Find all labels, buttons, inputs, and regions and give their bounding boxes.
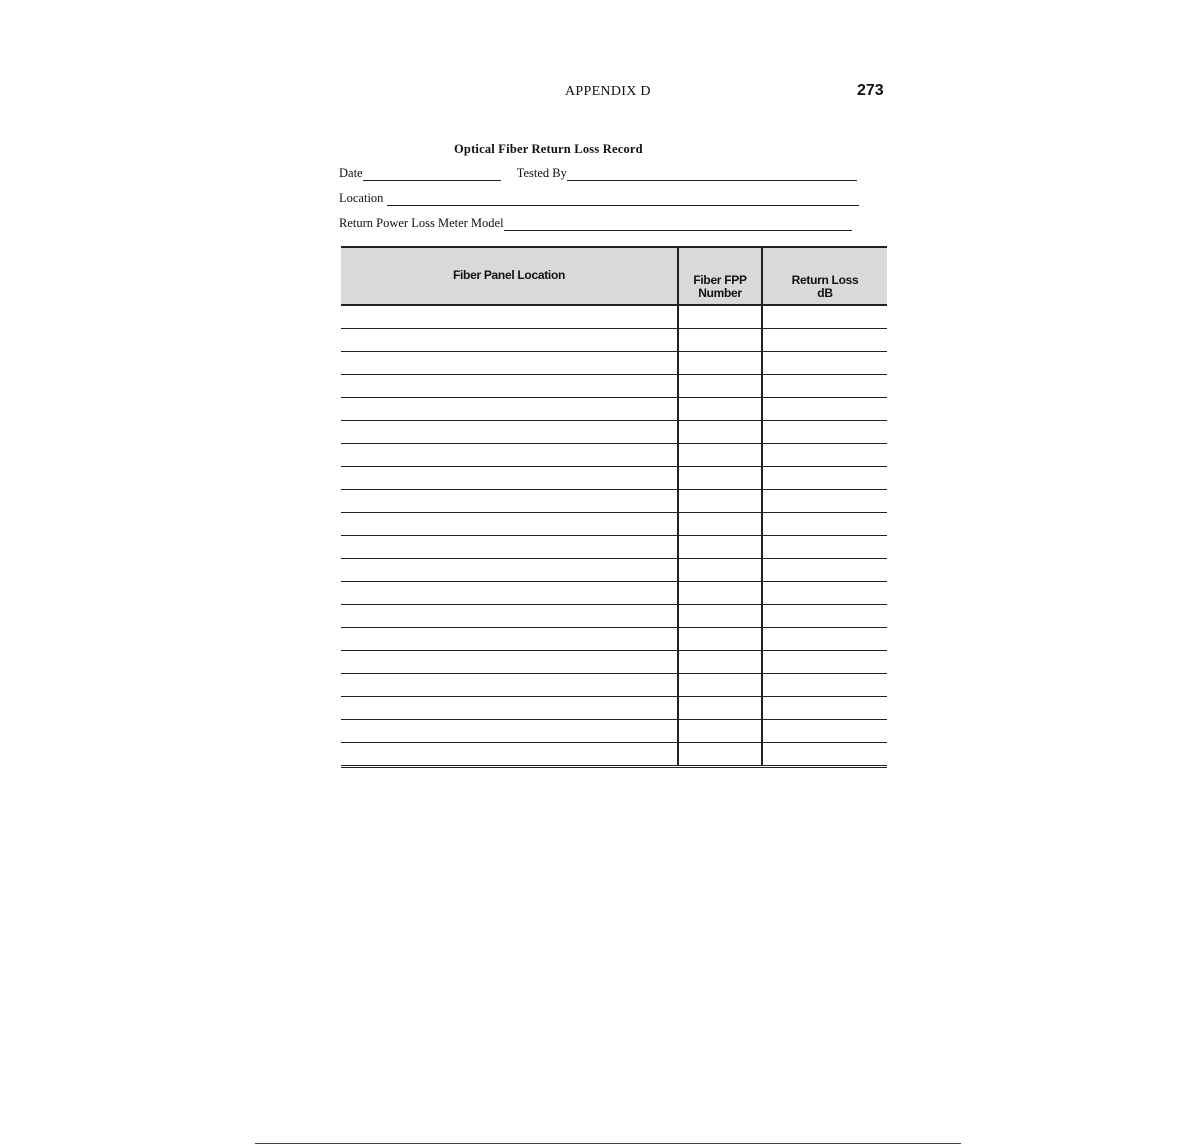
meter-model-field[interactable] — [504, 216, 852, 231]
fiber-panel-location-cell[interactable] — [341, 697, 678, 720]
return-loss-cell[interactable] — [762, 467, 887, 490]
fiber-fpp-number-cell[interactable] — [678, 421, 762, 444]
date-label: Date — [339, 166, 363, 180]
rl-header-line1: Return Loss — [791, 273, 859, 287]
fiber-panel-location-cell[interactable] — [341, 559, 678, 582]
fiber-panel-location-cell[interactable] — [341, 352, 678, 375]
return-loss-cell[interactable] — [762, 398, 887, 421]
fiber-panel-location-cell[interactable] — [341, 375, 678, 398]
return-loss-cell[interactable] — [762, 305, 887, 329]
table-header-row — [341, 247, 887, 305]
location-label: Location — [339, 191, 384, 205]
meter-model-row — [339, 216, 852, 234]
table-row — [341, 651, 887, 674]
return-loss-cell[interactable] — [762, 444, 887, 467]
fiber-fpp-number-cell[interactable] — [678, 743, 762, 767]
fiber-panel-location-cell[interactable] — [341, 674, 678, 697]
fiber-fpp-number-cell[interactable] — [678, 720, 762, 743]
table-row — [341, 628, 887, 651]
page-number: 273 — [857, 82, 884, 99]
fiber-panel-location-cell[interactable] — [341, 329, 678, 352]
fiber-panel-location-cell[interactable] — [341, 305, 678, 329]
table-row — [341, 743, 887, 767]
return-loss-cell[interactable] — [762, 352, 887, 375]
table-row — [341, 582, 887, 605]
fiber-fpp-number-cell[interactable] — [678, 536, 762, 559]
column-header-fiber-panel-location: Fiber Panel Location — [341, 247, 678, 305]
return-loss-cell[interactable] — [762, 628, 887, 651]
return-loss-cell[interactable] — [762, 536, 887, 559]
fiber-panel-location-cell[interactable] — [341, 628, 678, 651]
return-loss-cell[interactable] — [762, 513, 887, 536]
fiber-panel-location-cell[interactable] — [341, 605, 678, 628]
fiber-panel-location-cell[interactable] — [341, 536, 678, 559]
rl-header-line2: dB — [817, 286, 833, 300]
fiber-fpp-number-cell[interactable] — [678, 674, 762, 697]
fiber-fpp-number-cell[interactable] — [678, 559, 762, 582]
footer-rule — [255, 1143, 961, 1144]
fiber-panel-location-cell[interactable] — [341, 651, 678, 674]
fiber-panel-location-cell[interactable] — [341, 421, 678, 444]
fiber-panel-location-cell[interactable] — [341, 444, 678, 467]
return-loss-cell[interactable] — [762, 605, 887, 628]
table-row — [341, 421, 887, 444]
fiber-panel-location-cell[interactable] — [341, 513, 678, 536]
fiber-fpp-number-cell[interactable] — [678, 582, 762, 605]
fiber-fpp-number-cell[interactable] — [678, 305, 762, 329]
return-loss-cell[interactable] — [762, 582, 887, 605]
return-loss-cell[interactable] — [762, 421, 887, 444]
fiber-fpp-number-cell[interactable] — [678, 605, 762, 628]
fiber-panel-location-cell[interactable] — [341, 720, 678, 743]
table-row — [341, 697, 887, 720]
table-row — [341, 513, 887, 536]
table-row — [341, 444, 887, 467]
date-row — [339, 166, 857, 184]
table-row — [341, 490, 887, 513]
return-loss-cell[interactable] — [762, 375, 887, 398]
table-row — [341, 398, 887, 421]
fiber-panel-location-cell[interactable] — [341, 743, 678, 767]
return-loss-cell[interactable] — [762, 697, 887, 720]
table-row — [341, 674, 887, 697]
page-header — [0, 82, 1191, 106]
return-loss-cell[interactable] — [762, 674, 887, 697]
fpp-header-line2: Number — [698, 286, 742, 300]
fiber-panel-location-cell[interactable] — [341, 490, 678, 513]
fiber-panel-location-cell[interactable] — [341, 467, 678, 490]
return-loss-cell[interactable] — [762, 490, 887, 513]
table-row — [341, 559, 887, 582]
fiber-panel-location-cell[interactable] — [341, 398, 678, 421]
column-header-fiber-fpp-number — [678, 247, 762, 305]
column-header-return-loss — [762, 247, 887, 305]
form-title: Optical Fiber Return Loss Record — [454, 142, 643, 156]
return-loss-cell[interactable] — [762, 651, 887, 674]
table-row — [341, 720, 887, 743]
fiber-fpp-number-cell[interactable] — [678, 513, 762, 536]
fiber-fpp-number-cell[interactable] — [678, 651, 762, 674]
location-row — [339, 191, 859, 209]
tested-by-label: Tested By — [516, 166, 567, 180]
meter-model-label: Return Power Loss Meter Model — [339, 216, 504, 230]
fiber-fpp-number-cell[interactable] — [678, 375, 762, 398]
fiber-panel-location-cell[interactable] — [341, 582, 678, 605]
fiber-fpp-number-cell[interactable] — [678, 398, 762, 421]
table-row — [341, 305, 887, 329]
table-row — [341, 605, 887, 628]
return-loss-cell[interactable] — [762, 559, 887, 582]
fiber-fpp-number-cell[interactable] — [678, 697, 762, 720]
location-field[interactable] — [387, 191, 859, 206]
date-field[interactable] — [363, 166, 501, 181]
table-row — [341, 536, 887, 559]
fiber-fpp-number-cell[interactable] — [678, 467, 762, 490]
fpp-header-line1: Fiber FPP — [693, 273, 747, 287]
fiber-fpp-number-cell[interactable] — [678, 490, 762, 513]
fiber-fpp-number-cell[interactable] — [678, 352, 762, 375]
table-row — [341, 329, 887, 352]
fiber-fpp-number-cell[interactable] — [678, 329, 762, 352]
return-loss-cell[interactable] — [762, 329, 887, 352]
table-row — [341, 467, 887, 490]
section-title: APPENDIX D — [565, 84, 651, 99]
tested-by-field[interactable] — [567, 166, 857, 181]
table-row — [341, 375, 887, 398]
return-loss-cell[interactable] — [762, 720, 887, 743]
fiber-fpp-number-cell[interactable] — [678, 628, 762, 651]
table-body — [341, 305, 887, 767]
table-row — [341, 352, 887, 375]
fiber-fpp-number-cell[interactable] — [678, 444, 762, 467]
return-loss-cell[interactable] — [762, 743, 887, 767]
return-loss-table — [341, 246, 887, 768]
